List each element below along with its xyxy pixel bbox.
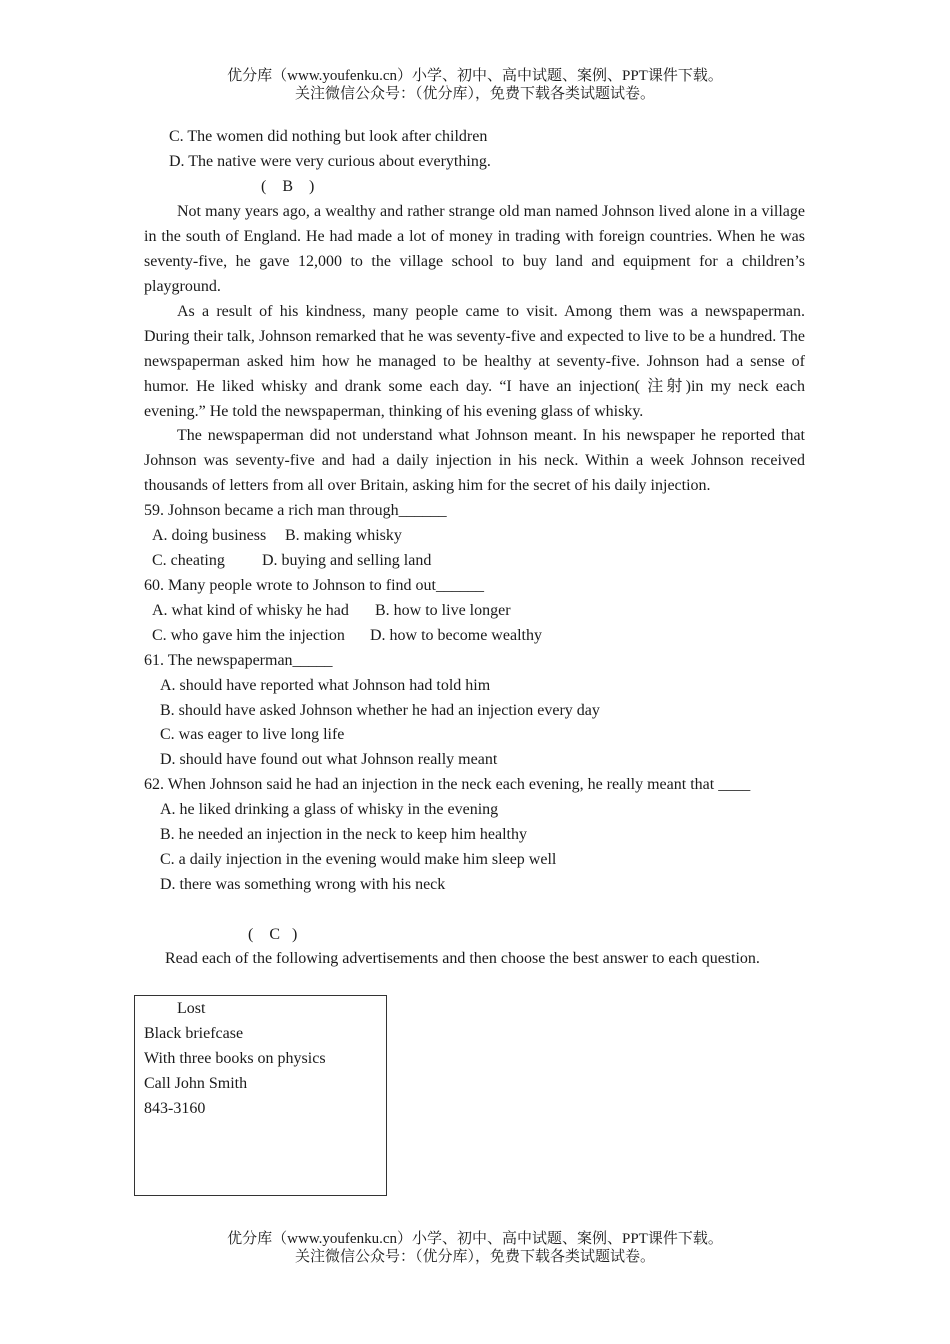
question-61-option-c: C. was eager to live long life [160, 726, 345, 743]
question-59-stem: 59. Johnson became a rich man through______ [144, 502, 447, 519]
question-60-option-b: B. how to live longer [375, 602, 511, 619]
ad-line-4: 843-3160 [144, 1100, 206, 1117]
question-62-option-a: A. he liked drinking a glass of whisky in the evening [160, 801, 499, 818]
ad-line-1: Black briefcase [144, 1025, 244, 1042]
question-60-stem: 60. Many people wrote to Johnson to find out______ [144, 577, 484, 594]
footer-line-1: 优分库（www.youfenku.cn）小学、初中、高中试题、案例、PPT课件下载。 [227, 1231, 723, 1247]
question-62-option-b: B. he needed an injection in the neck to keep him healthy [160, 826, 527, 843]
question-59-option-c: C. cheating [152, 552, 225, 569]
section-c-instruction: Read each of the following advertisements and then choose the best answer to each question. [165, 950, 760, 967]
question-60-option-c: C. who gave him the injection [152, 627, 345, 644]
question-61-stem: 61. The newspaperman_____ [144, 652, 333, 669]
section-c-label: ( C ) [248, 926, 298, 943]
section-b-label: ( B ) [261, 178, 315, 195]
question-62-option-c: C. a daily injection in the evening would make him sleep well [160, 851, 557, 868]
page-footer [0, 1230, 950, 1266]
prev-option-d: D. The native were very curious about everything. [169, 153, 491, 170]
question-61-option-d: D. should have found out what Johnson really meant [160, 751, 498, 768]
question-62-stem: 62. When Johnson said he had an injection in the neck each evening, he really meant that ____ [144, 776, 751, 793]
question-60-option-d: D. how to become wealthy [370, 627, 542, 644]
prev-option-c: C. The women did nothing but look after children [169, 128, 488, 145]
ad-line-3: Call John Smith [144, 1075, 248, 1092]
header-line-1: 优分库（www.youfenku.cn）小学、初中、高中试题、案例、PPT课件下载。 [227, 68, 723, 84]
question-61-option-b: B. should have asked Johnson whether he had an injection every day [160, 702, 600, 719]
passage-paragraph-2: As a result of his kindness, many people came to visit. Among them was a newspaperman. During their talk, Johnson remarked that he was seventy-five and expected to live to be a hundred. The newspaperman asked him how he managed to be healthy at seventy-five. Johnson had a sense of humor. He liked whisky and drank some each day. “I have an injection( 注射)in my neck each evening.” He told the newspaperman, thinking of his evening glass of whisky. [144, 303, 805, 420]
page-header [0, 67, 950, 103]
header-line-2: 关注微信公众号：（优分库），免费下载各类试题试卷。 [294, 86, 655, 102]
question-59-option-d: D. buying and selling land [262, 552, 432, 569]
passage-paragraph-3: The newspaperman did not understand what Johnson meant. In his newspaper he reported that Johnson was seventy-five and had a daily injection in his neck. Within a week Johnson received thousands of letters from all over Britain, asking him for the secret of his daily injection. [144, 427, 805, 494]
footer-line-2: 关注微信公众号：（优分库），免费下载各类试题试卷。 [294, 1249, 655, 1265]
passage-paragraph-1: Not many years ago, a wealthy and rather strange old man named Johnson lived alone in a village in the south of England. He had made a lot of money in trading with foreign countries. When he was seventy-five, he gave 12,000 to the village school to buy land and equipment for a children’s playground. [144, 203, 805, 295]
question-62-option-d: D. there was something wrong with his neck [160, 876, 446, 893]
ad-title: Lost [177, 1000, 206, 1017]
question-59-option-b: B. making whisky [285, 527, 402, 544]
question-59-option-a: A. doing business [152, 527, 267, 544]
ad-line-2: With three books on physics [144, 1050, 326, 1067]
question-61-option-a: A. should have reported what Johnson had told him [160, 677, 491, 694]
question-60-option-a: A. what kind of whisky he had [152, 602, 349, 619]
